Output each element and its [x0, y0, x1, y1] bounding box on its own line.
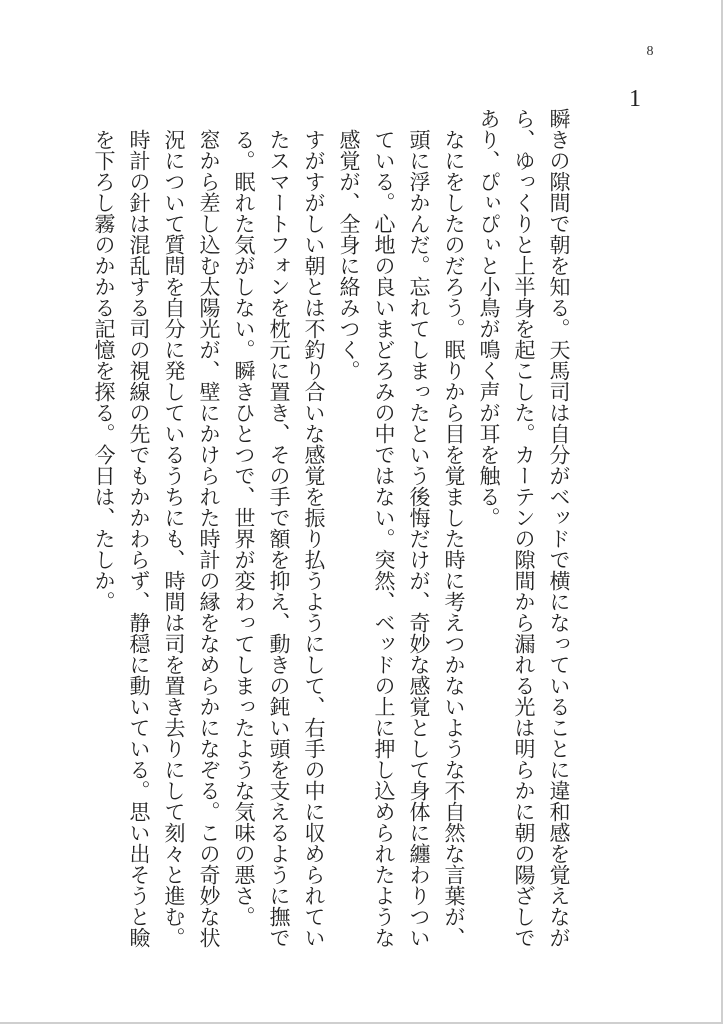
page-number: 8 — [646, 44, 654, 59]
paragraph-4: 窓から差し込む太陽光が、壁にかけられた時計の縁をなめらかになぞる。この奇妙な状況について質問を自分に発しているうちにも、時間は司を置き去りにして刻々と進む。時計の針は混乱する司の視線の先でもかかわらず、静穏に動いている。思い出そうと瞼を下ろし霧のかかる記憶を探る。今日は、たしか。 — [92, 129, 221, 948]
paragraph-2: なにをしたのだろう。眠りから目を覚ました時に考えつかないような不自然な言葉が、頭に浮かんだ。忘れてしまったという後悔だけが、奇妙な感覚として身体に纏わりついている。心地の良いまどろみの中ではない。突然、ベッドの上に押し込められたような感覚が、全身に絡みつく。 — [337, 129, 466, 948]
chapter-number: 1 — [629, 86, 641, 112]
body-text — [86, 108, 576, 968]
paragraph-3: すがすがしい朝とは不釣り合いな感覚を振り払うようにして、右手の中に収められていたスマートフォンを枕元に置き、その手で額を抑え、動きの鈍い頭を支えるように撫でる。眠れた気がしない。瞬きひとつで、世界が変わってしまったような気味の悪さ。 — [232, 129, 326, 948]
paragraph-1: 瞬きの隙間で朝を知る。天馬司は自分がベッドで横になっていることに違和感を覚えながら、ゆっくりと上半身を起こした。カーテンの隙間から漏れる光は明らかに朝の陽ざしであり、ぴぃぴぃと小鳥が鳴く声が耳を触る。 — [477, 108, 571, 948]
